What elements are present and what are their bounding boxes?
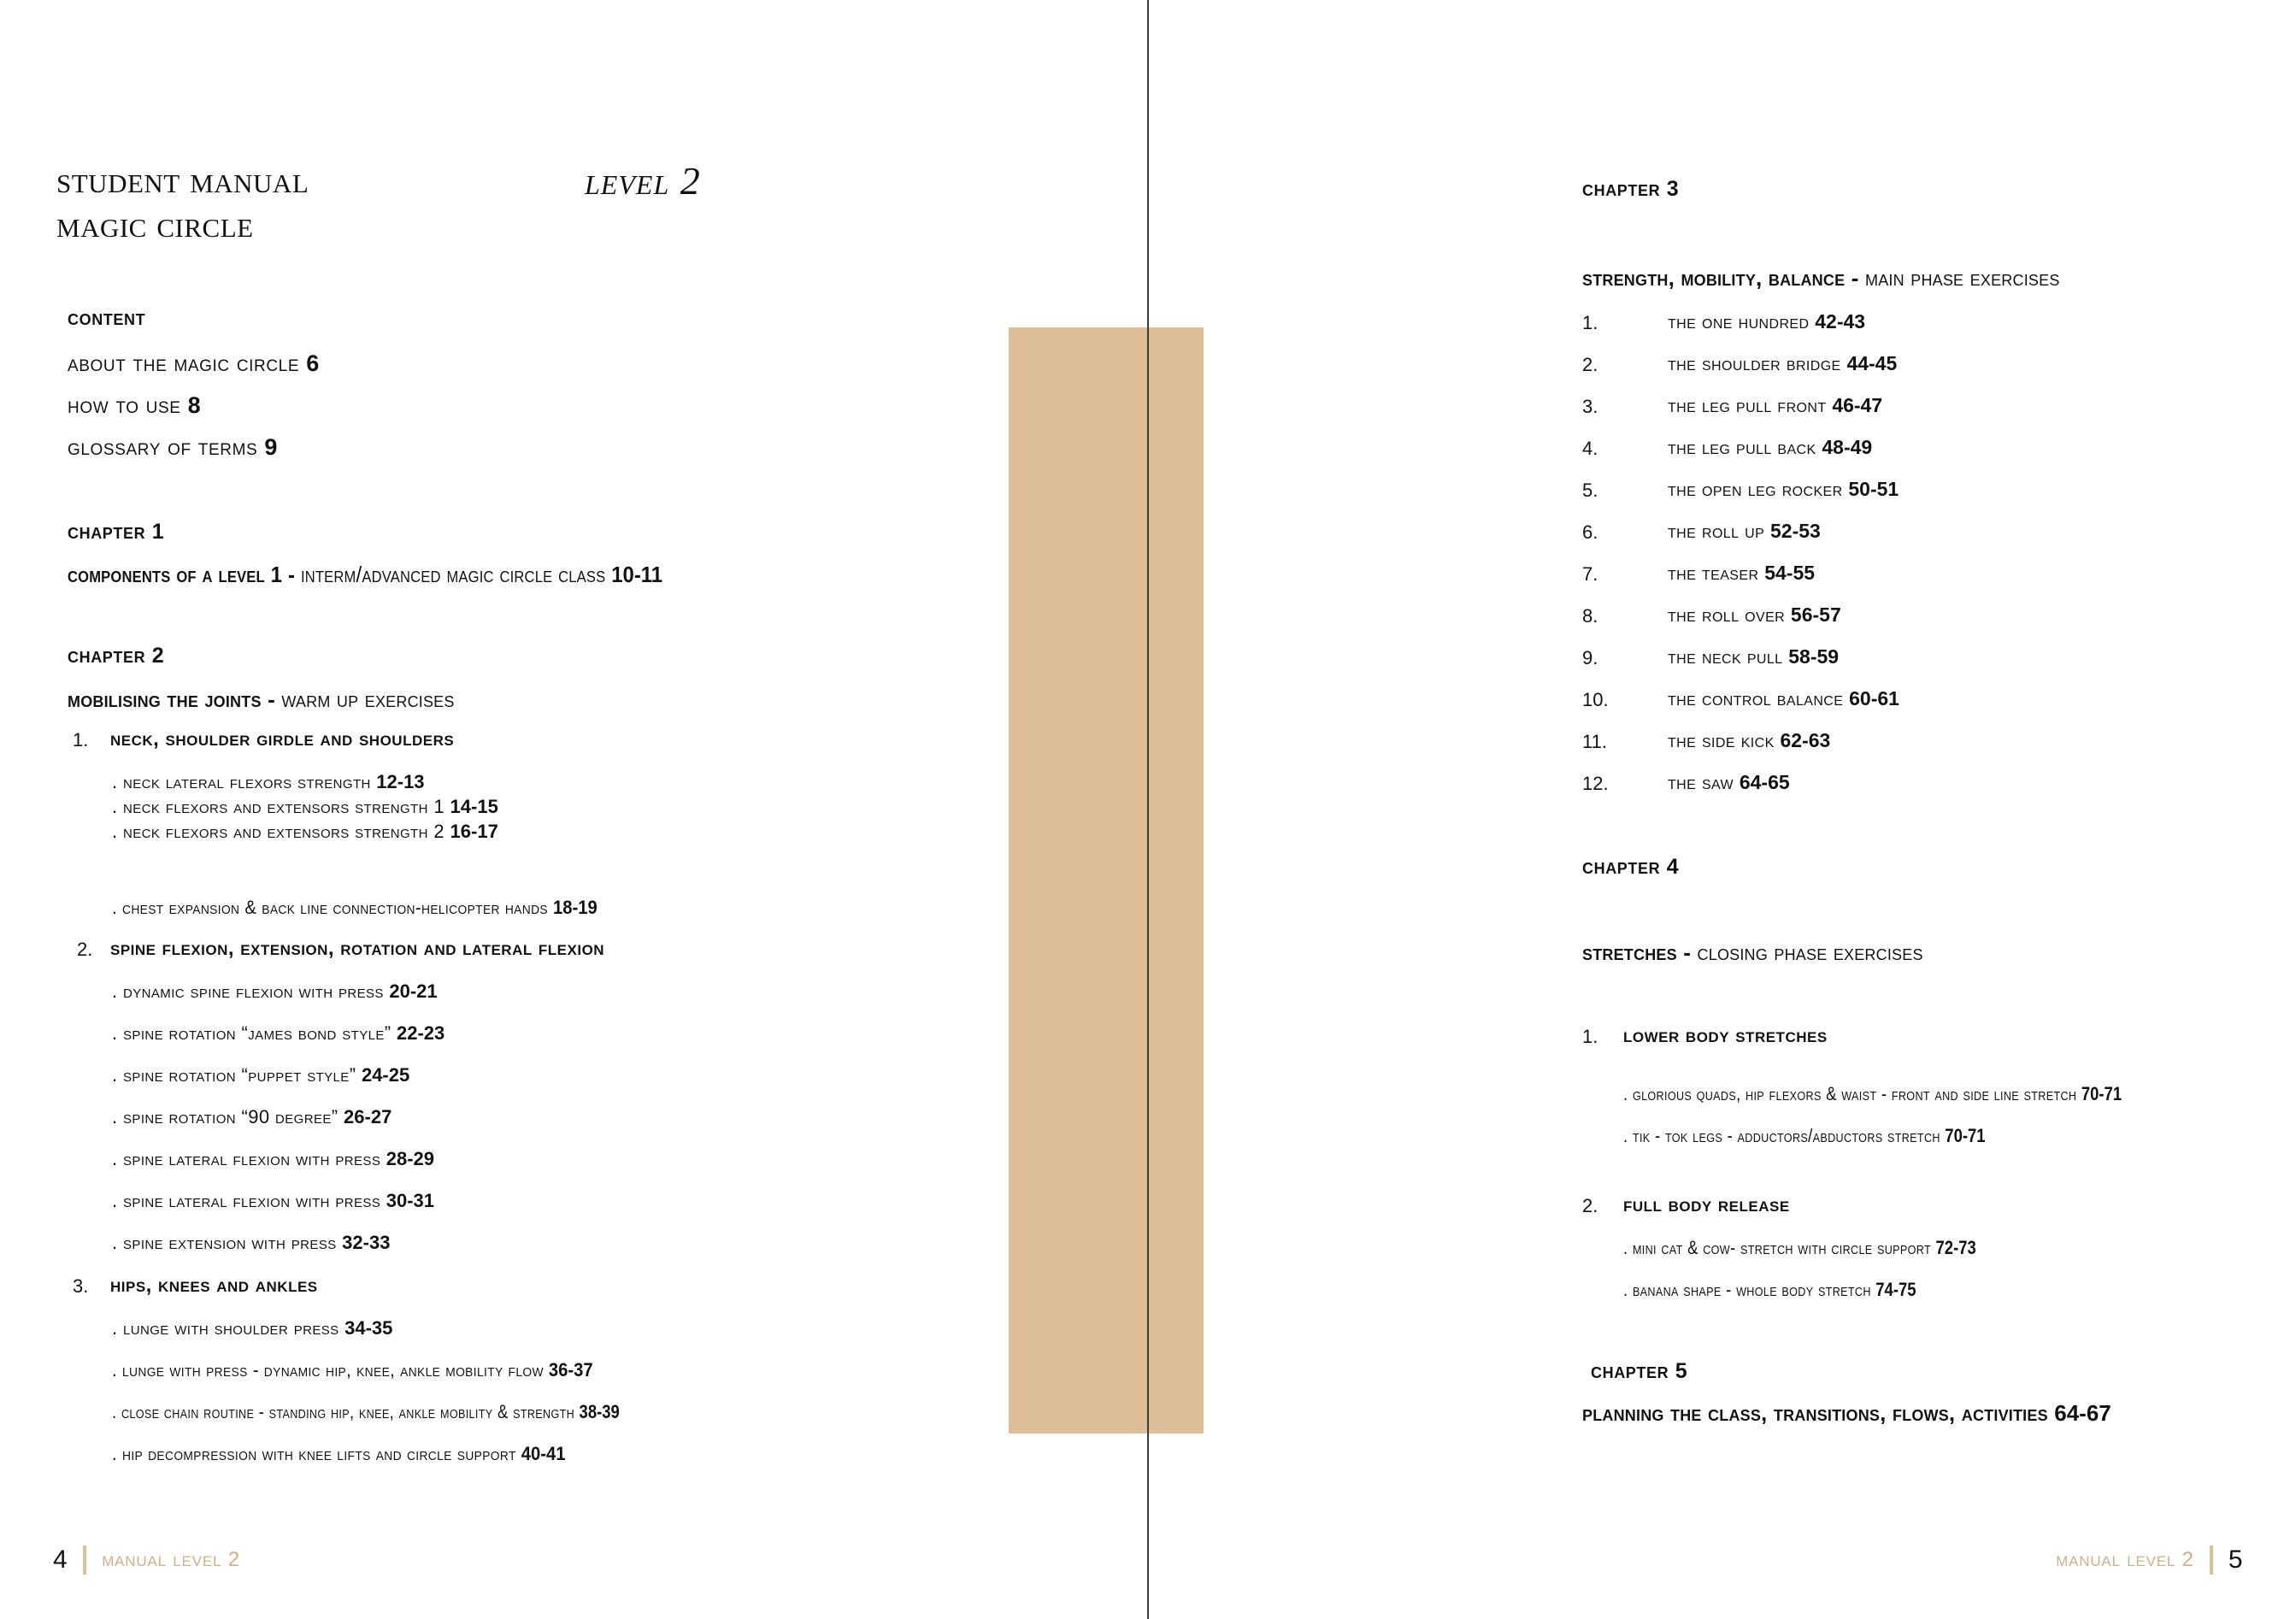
list-marker: 11. xyxy=(1582,731,1607,752)
group-marker: 2. xyxy=(77,939,93,960)
chapter2-subtitle: mobilising the joints - warm up exercises xyxy=(68,686,455,712)
list-marker: 4. xyxy=(1582,438,1598,459)
list-item[interactable]: . mini cat & cow- stretch with circle support 72-73 xyxy=(1623,1237,1976,1258)
chapter4-heading: chapter 4 xyxy=(1582,855,1680,879)
list-item[interactable]: the neck pull 58-59 xyxy=(1668,645,1840,668)
group-marker: 1. xyxy=(73,729,89,751)
footer-label: manual level 2 xyxy=(2056,1548,2194,1571)
footer-divider xyxy=(83,1545,86,1575)
footer-right xyxy=(2056,1545,2243,1575)
list-item[interactable]: . spine lateral flexion with press 28-29 xyxy=(112,1148,435,1169)
list-item[interactable]: . tik - tok legs - adductors/abductors stretch 70-71 xyxy=(1623,1125,1986,1146)
list-item[interactable]: . lunge with press - dynamic hip, knee, ankle mobility flow 36-37 xyxy=(112,1359,593,1381)
chapter4-subtitle: stretches - closing phase exercises xyxy=(1582,939,1923,965)
group-title-neck: neck, shoulder girdle and shoulders xyxy=(110,727,455,751)
list-item[interactable]: the side kick 62-63 xyxy=(1668,729,1831,751)
footer-divider xyxy=(2210,1545,2213,1575)
list-item[interactable]: the leg pull front 46-47 xyxy=(1668,394,1883,416)
list-item[interactable]: the leg pull back 48-49 xyxy=(1668,436,1873,458)
decorative-tan-block xyxy=(1009,327,1204,1434)
group-marker: 2. xyxy=(1582,1195,1598,1216)
group-marker: 3. xyxy=(73,1275,89,1297)
list-item[interactable]: the shoulder bridge 44-45 xyxy=(1668,352,1898,374)
list-item[interactable]: . neck lateral flexors strength 12-13 xyxy=(112,771,425,792)
toc-entry-glossary[interactable]: glossary of terms 9 xyxy=(68,434,278,460)
page-number: 4 xyxy=(53,1545,68,1574)
list-item[interactable]: . dynamic spine flexion with press 20-21 xyxy=(112,980,438,1002)
list-item[interactable]: . neck flexors and extensors strength 2 16-17 xyxy=(112,821,498,842)
list-item[interactable]: . spine lateral flexion with press 30-31 xyxy=(112,1190,435,1211)
footer-left xyxy=(53,1545,240,1575)
chapter3-heading: chapter 3 xyxy=(1582,177,1680,201)
chapter5-subtitle[interactable]: planning the class, transitions, flows, activities 64-67 xyxy=(1582,1400,2111,1426)
list-item[interactable]: . lunge with shoulder press 34-35 xyxy=(112,1317,393,1339)
list-marker: 10. xyxy=(1582,689,1609,710)
list-item[interactable]: . spine rotation “90 degree” 26-27 xyxy=(112,1106,392,1127)
page-title-line2: magic circle xyxy=(56,203,254,245)
page-title-line1: student manual xyxy=(56,159,309,201)
list-item[interactable]: the saw 64-65 xyxy=(1668,771,1790,793)
group-title-lower-body: lower body stretches xyxy=(1623,1024,1828,1047)
list-item[interactable]: the control balance 60-61 xyxy=(1668,687,1899,709)
list-item[interactable]: . glorious quads, hip flexors & waist - front and side line stretch 70-71 xyxy=(1623,1083,2122,1104)
page-number: 5 xyxy=(2228,1545,2243,1574)
level-heading: level 2 xyxy=(585,159,701,203)
list-item[interactable]: . spine rotation “james bond style” 22-23 xyxy=(112,1022,445,1044)
chapter5-heading: chapter 5 xyxy=(1591,1359,1688,1383)
list-item[interactable]: . hip decompression with knee lifts and circle support 40-41 xyxy=(112,1443,566,1464)
group-title-spine: spine flexion, extension, rotation and lateral flexion xyxy=(110,937,605,960)
list-marker: 5. xyxy=(1582,480,1598,501)
group-title-full-body: full body release xyxy=(1623,1193,1790,1216)
list-item[interactable]: . spine rotation “puppet style” 24-25 xyxy=(112,1064,410,1086)
list-item[interactable]: the open leg rocker 50-51 xyxy=(1668,478,1899,500)
list-item[interactable]: the teaser 54-55 xyxy=(1668,562,1816,584)
list-item[interactable]: . neck flexors and extensors strength 1 14-15 xyxy=(112,796,498,817)
list-item[interactable]: the roll up 52-53 xyxy=(1668,520,1821,542)
list-item[interactable]: . banana shape - whole body stretch 74-75 xyxy=(1623,1279,1916,1300)
list-item[interactable]: . spine extension with press 32-33 xyxy=(112,1232,391,1253)
chapter1-heading: chapter 1 xyxy=(68,520,165,544)
page-right xyxy=(1148,0,2296,1619)
toc-entry-how-to-use[interactable]: how to use 8 xyxy=(68,392,201,418)
list-item[interactable]: the roll over 56-57 xyxy=(1668,603,1841,626)
list-item[interactable]: . close chain routine - standing hip, knee, ankle mobility & strength 38-39 xyxy=(112,1401,620,1422)
list-marker: 8. xyxy=(1582,605,1598,627)
list-marker: 2. xyxy=(1582,354,1598,375)
group-title-hips: hips, knees and ankles xyxy=(110,1274,318,1297)
chapter2-heading: chapter 2 xyxy=(68,644,165,668)
list-marker: 1. xyxy=(1582,312,1598,333)
list-marker: 3. xyxy=(1582,396,1598,417)
footer-label: manual level 2 xyxy=(102,1548,240,1571)
content-heading: content xyxy=(68,306,146,330)
toc-entry-about[interactable]: about the magic circle 6 xyxy=(68,350,320,376)
list-marker: 7. xyxy=(1582,563,1598,585)
list-item[interactable]: the one hundred 42-43 xyxy=(1668,310,1866,333)
list-marker: 12. xyxy=(1582,773,1609,794)
chapter3-subtitle: strength, mobility, balance - main phase exercises xyxy=(1582,265,2060,291)
list-marker: 9. xyxy=(1582,647,1598,668)
list-marker: 6. xyxy=(1582,521,1598,543)
list-item[interactable]: . chest expansion & back line connection-helicopter hands 18-19 xyxy=(112,897,598,918)
chapter1-subtitle[interactable]: components of a level 1 - interm/advanced magic circle class 10-11 xyxy=(68,562,663,587)
page-gutter-divider xyxy=(1147,0,1149,1619)
group-marker: 1. xyxy=(1582,1026,1598,1047)
